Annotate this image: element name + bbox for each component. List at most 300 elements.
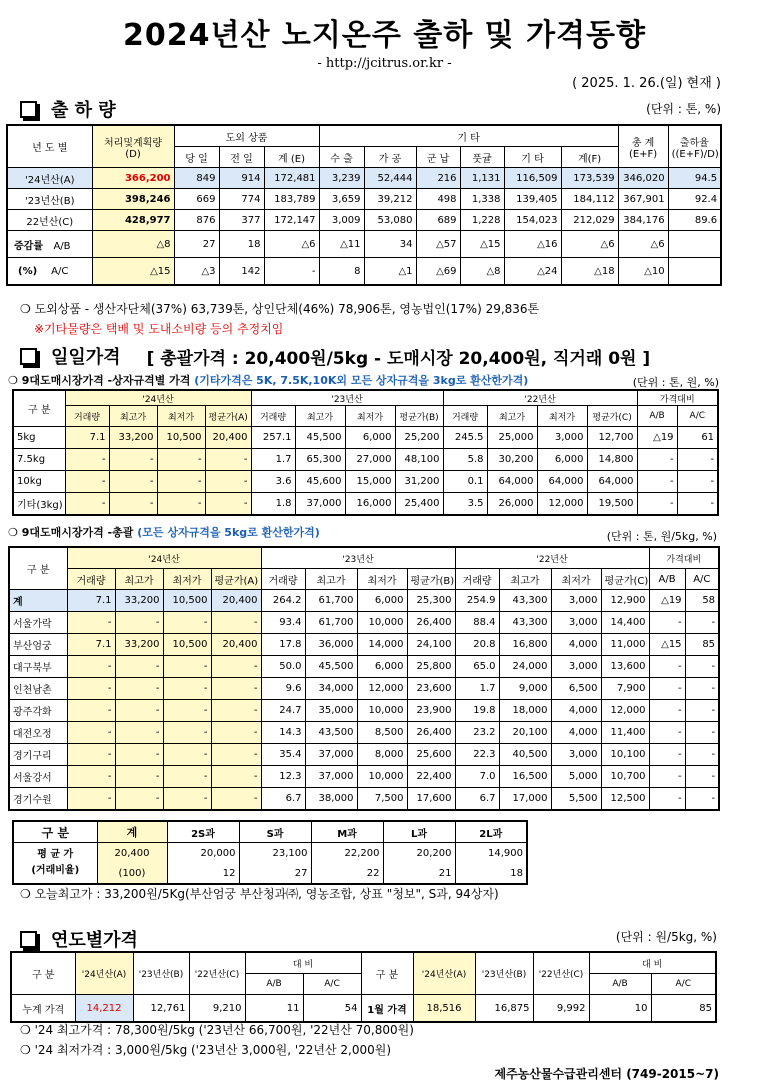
cell: - [109, 471, 157, 493]
cell: 22,200 [311, 843, 383, 864]
cell: 10,500 [163, 634, 211, 656]
table-row [7, 210, 721, 231]
cell: - [685, 722, 719, 744]
col-year: 년 도 별 [7, 125, 92, 168]
cell: - [163, 656, 211, 678]
sub-header: 최저가 [345, 406, 395, 427]
table-row [7, 258, 721, 286]
cell: 25,400 [395, 493, 443, 516]
cell: 9,000 [499, 678, 551, 700]
cell: - [109, 449, 157, 471]
cell: 5,500 [551, 788, 601, 811]
cell: 24.7 [261, 700, 305, 722]
cell: 173,539 [561, 168, 618, 189]
cell: 93.4 [261, 612, 305, 634]
cell: 18 [219, 231, 264, 258]
cell: 876 [174, 210, 219, 231]
sub-header: A/B [245, 974, 303, 995]
cell: 27,000 [345, 449, 395, 471]
cell: 10,100 [601, 744, 649, 766]
cell: △15 [460, 231, 504, 258]
cell: △19 [649, 590, 685, 612]
cell: 14,900 [455, 843, 527, 864]
cell: 384,176 [618, 210, 668, 231]
cell: - [163, 744, 211, 766]
cell: △1 [364, 258, 416, 286]
cell: 245.5 [443, 427, 487, 449]
cell: - [205, 449, 251, 471]
cell: - [685, 744, 719, 766]
cell: 53,080 [364, 210, 416, 231]
sub-header: 당 일 [174, 147, 219, 168]
cell: 10,700 [601, 766, 649, 788]
cell: - [163, 700, 211, 722]
size-header: 계 [97, 821, 167, 843]
cell: 16,500 [499, 766, 551, 788]
sub-header: 최저가 [157, 406, 205, 427]
cell: 7.1 [65, 427, 109, 449]
daily-heading [20, 343, 650, 369]
sub-header: A/C [685, 569, 719, 590]
cell: 43,500 [305, 722, 357, 744]
cell: 6,000 [357, 656, 407, 678]
cell: - [67, 678, 115, 700]
cell: △10 [618, 258, 668, 286]
cell: - [205, 471, 251, 493]
cell: △11 [319, 231, 364, 258]
size-table [12, 820, 528, 885]
cell: 216 [416, 168, 460, 189]
cell: - [637, 493, 677, 516]
cell: 4,000 [551, 634, 601, 656]
cell: - [649, 612, 685, 634]
cell: 26,000 [487, 493, 537, 516]
cell: 7,500 [357, 788, 407, 811]
cell: - [163, 722, 211, 744]
cell: 3,000 [551, 744, 601, 766]
cell: 11,400 [601, 722, 649, 744]
cell: △57 [416, 231, 460, 258]
cell: - [67, 612, 115, 634]
row-label: 대구북부 [9, 656, 67, 678]
checkbox-icon [20, 348, 37, 365]
cell: 24,000 [499, 656, 551, 678]
cell: 37,000 [295, 493, 345, 516]
row-label: 광주각화 [9, 700, 67, 722]
year-header: '23년산 [261, 547, 455, 569]
sub-header: A/C [651, 974, 716, 995]
cell: - [67, 788, 115, 811]
cell: - [115, 678, 163, 700]
cell: 6.7 [261, 788, 305, 811]
cell: - [65, 449, 109, 471]
cell: 61,700 [305, 612, 357, 634]
cell: - [211, 678, 261, 700]
sub-header: 풋귤 [460, 147, 504, 168]
sub-header: 거래량 [65, 406, 109, 427]
table-row [13, 427, 718, 449]
cell: - [649, 656, 685, 678]
cell: 1,338 [460, 189, 504, 210]
cell: 6,000 [345, 427, 395, 449]
cell: 10,000 [357, 612, 407, 634]
cell: 4,000 [551, 700, 601, 722]
cell: 1,228 [460, 210, 504, 231]
compare-header: 대 비 [245, 952, 361, 974]
cell: 35,000 [305, 700, 357, 722]
cell: - [677, 449, 718, 471]
table-row [9, 612, 719, 634]
cell: 45,500 [305, 656, 357, 678]
cell: 26,400 [407, 722, 455, 744]
cell: 9,992 [533, 995, 589, 1023]
col-plan: 처리및계획량 (D) [92, 125, 174, 168]
cell: - [677, 471, 718, 493]
cell: 33,200 [115, 590, 163, 612]
cell: - [115, 656, 163, 678]
cell: 52,444 [364, 168, 416, 189]
cell: 10 [589, 995, 651, 1023]
cell: △6 [264, 231, 319, 258]
cell: - [115, 744, 163, 766]
cell: 58 [685, 590, 719, 612]
col-gubun: 구 분 [9, 547, 67, 590]
cell: 27 [239, 863, 311, 884]
cell: 12,761 [133, 995, 189, 1023]
table-row [13, 449, 718, 471]
sub-header: A/B [589, 974, 651, 995]
size-header: 구 분 [13, 821, 97, 843]
row-label: 인천남촌 [9, 678, 67, 700]
cell: 774 [219, 189, 264, 210]
size-header: 2S과 [167, 821, 239, 843]
sub-header: 평균가(C) [587, 406, 637, 427]
cell: 23,100 [239, 843, 311, 864]
cell: 7,900 [601, 678, 649, 700]
cell: - [157, 471, 205, 493]
cell: 10,500 [157, 427, 205, 449]
cell: 36,000 [305, 634, 357, 656]
sub-header: 최저가 [163, 569, 211, 590]
year-col: '22년산(C) [189, 952, 245, 995]
cell: - [205, 493, 251, 516]
cell: 33,200 [115, 634, 163, 656]
cell: - [685, 766, 719, 788]
cell: 40,500 [499, 744, 551, 766]
cell: 92.4 [668, 189, 721, 210]
spec-unit: (단위 : 톤, 원, %) [632, 376, 719, 389]
cell: 30,200 [487, 449, 537, 471]
cell: - [115, 700, 163, 722]
cell: - [163, 766, 211, 788]
year-col: '23년산(B) [133, 952, 189, 995]
cell: 38,000 [305, 788, 357, 811]
cell: 6,000 [537, 449, 587, 471]
cell: 27 [174, 231, 219, 258]
cell: 10,000 [357, 700, 407, 722]
table-row [13, 471, 718, 493]
cell: - [211, 722, 261, 744]
cell: 17,000 [499, 788, 551, 811]
cell: 19,500 [587, 493, 637, 516]
cell: 257.1 [251, 427, 295, 449]
cell: 20,200 [383, 843, 455, 864]
sub-header: 최고가 [305, 569, 357, 590]
sub-header: 최저가 [357, 569, 407, 590]
sub-header: 평균가(A) [205, 406, 251, 427]
sub-header: 최고가 [115, 569, 163, 590]
yearly-heading-text: 연도별가격 [51, 930, 138, 951]
cell: 20,400 [97, 843, 167, 864]
size-header: L과 [383, 821, 455, 843]
cell: - [649, 766, 685, 788]
row-label: 경기구리 [9, 744, 67, 766]
cell: - [685, 612, 719, 634]
cell: 8 [319, 258, 364, 286]
cell: 914 [219, 168, 264, 189]
cell: 19.8 [455, 700, 499, 722]
shipment-heading-text: 출 하 량 [51, 100, 116, 121]
cell: 88.4 [455, 612, 499, 634]
cell: 34 [364, 231, 416, 258]
cell: 1.7 [455, 678, 499, 700]
cell: - [649, 678, 685, 700]
daily-summary: [ 총괄가격 : 20,400원/5kg - 도매시장 20,400원, 직거래 0원 ] [146, 348, 651, 369]
compare-header: 가격대비 [649, 547, 719, 569]
top-price-note: ❍ 오늘최고가 : 33,200원/5Kg(부산엄궁 부산청과㈜, 영농조합, 상표 "청보", S과, 94상자) [20, 887, 499, 901]
cell: △15 [92, 258, 174, 286]
cell: 45,600 [295, 471, 345, 493]
cell [668, 258, 721, 286]
year-col: '22년산(C) [533, 952, 589, 995]
row-label: '24년산(A) [7, 168, 92, 189]
cell: 17,600 [407, 788, 455, 811]
table-row [9, 590, 719, 612]
cell: - [211, 700, 261, 722]
year-header: '23년산 [251, 390, 443, 406]
footer-org: 제주농산물수급관리센터 (749-2015~7) [494, 1067, 719, 1081]
cell: 43,300 [499, 590, 551, 612]
sub-header: 평균가(B) [407, 569, 455, 590]
row-label: 22년산(C) [7, 210, 92, 231]
cell: 12,000 [537, 493, 587, 516]
row-label: 서울가락 [9, 612, 67, 634]
other-note: ※기타물량은 택배 및 도내소비량 등의 추정치임 [34, 322, 284, 336]
shipment-heading [20, 96, 116, 122]
col-outside: 도외 상품 [174, 125, 319, 147]
cell: 7.1 [67, 634, 115, 656]
compare-header: 가격대비 [637, 390, 718, 406]
cell: - [109, 493, 157, 516]
sub-header: 거래량 [455, 569, 499, 590]
change-label: 증감률 A/B [7, 231, 92, 258]
col-total: 총 계 (E+F) [618, 125, 668, 168]
cell: - [685, 788, 719, 811]
report-date: ( 2025. 1. 26.(일) 현재 ) [572, 76, 721, 91]
cell: - [163, 612, 211, 634]
cell: △19 [637, 427, 677, 449]
cell: 172,147 [264, 210, 319, 231]
daily-heading-text: 일일가격 [51, 347, 121, 368]
sub-header: 계 (E) [264, 147, 319, 168]
col-gubun: 구 분 [361, 952, 413, 995]
cell: △6 [561, 231, 618, 258]
cell: 139,405 [504, 189, 561, 210]
cell: 25,300 [407, 590, 455, 612]
cell: 183,789 [264, 189, 319, 210]
cell: - [115, 788, 163, 811]
spec-table [12, 389, 719, 516]
sub-header: 거래량 [443, 406, 487, 427]
cell: 64,000 [537, 471, 587, 493]
yearly-table [10, 951, 717, 1023]
outside-note: ❍ 도외상품 - 생산자단체(37%) 63,739톤, 상인단체(46%) 78,906톤, 영농법인(17%) 29,836톤 [20, 302, 540, 316]
cell: - [649, 722, 685, 744]
cell: 34,000 [305, 678, 357, 700]
sub-header: 거래량 [261, 569, 305, 590]
cell: 39,212 [364, 189, 416, 210]
cell: - [157, 493, 205, 516]
size-row-label: 평 균 가 (거래비율) [13, 843, 97, 885]
spec-title: ❍ 9대도매시장가격 -상자규격별 가격 (기타가격은 5K, 7.5K,10K외 모든 상자규격을 3kg로 환산한가격) [8, 374, 529, 387]
cell: 1,131 [460, 168, 504, 189]
cell: - [163, 678, 211, 700]
cell: - [649, 744, 685, 766]
cell: 849 [174, 168, 219, 189]
cell: 12,000 [357, 678, 407, 700]
cell: 6.7 [455, 788, 499, 811]
cell: 8,500 [357, 722, 407, 744]
cell: △6 [618, 231, 668, 258]
cell: 3,239 [319, 168, 364, 189]
col-rate: 출하율 ((E+F)/D) [668, 125, 721, 168]
cell: 89.6 [668, 210, 721, 231]
compare-header: 대 비 [589, 952, 716, 974]
cell: 33,200 [109, 427, 157, 449]
min-price-note: ❍ '24 최저가격 : 3,000원/5kg ('23년산 3,000원, '22년산 2,000원) [20, 1043, 392, 1057]
cell: 94.5 [668, 168, 721, 189]
cell: 10,000 [357, 766, 407, 788]
sub-header: 평균가(B) [395, 406, 443, 427]
year-header: '24년산 [65, 390, 251, 406]
table-row [13, 493, 718, 516]
change-unit: (%) A/C [7, 258, 92, 286]
cell: - [67, 700, 115, 722]
sub-header: A/C [677, 406, 718, 427]
cell: 48,100 [395, 449, 443, 471]
table-row [9, 788, 719, 811]
cell: - [211, 744, 261, 766]
cell: 23.2 [455, 722, 499, 744]
year-header: '22년산 [455, 547, 649, 569]
sub-header: 전 일 [219, 147, 264, 168]
cell: 3,009 [319, 210, 364, 231]
cell: - [157, 449, 205, 471]
cell: 45,500 [295, 427, 345, 449]
cell: 20,400 [211, 634, 261, 656]
cell: - [677, 493, 718, 516]
cell: 3,000 [551, 590, 601, 612]
cell: 367,901 [618, 189, 668, 210]
row-label: 7.5kg [13, 449, 65, 471]
col-other: 기 타 [319, 125, 618, 147]
cell: 23,600 [407, 678, 455, 700]
cell: - [67, 766, 115, 788]
market-title: ❍ 9대도매시장가격 -총괄 (모든 상자규격을 5kg로 환산한가격) [8, 526, 320, 539]
table-row [9, 766, 719, 788]
cell: 116,509 [504, 168, 561, 189]
cell: 31,200 [395, 471, 443, 493]
sub-header: A/C [303, 974, 361, 995]
cell: 65.0 [455, 656, 499, 678]
row-label: 계 [9, 590, 67, 612]
sub-header: 최고가 [109, 406, 157, 427]
sub-header: A/B [637, 406, 677, 427]
cell: 3,000 [551, 656, 601, 678]
cell: 3,659 [319, 189, 364, 210]
sub-header: 최고가 [295, 406, 345, 427]
sub-header: 최저가 [551, 569, 601, 590]
cell: 64,000 [487, 471, 537, 493]
cell: 85 [685, 634, 719, 656]
cell: 14,400 [601, 612, 649, 634]
col-gubun: 구 분 [11, 952, 75, 995]
sub-header: 평균가(C) [601, 569, 649, 590]
table-row [9, 700, 719, 722]
cell: - [649, 788, 685, 811]
cell: 26,400 [407, 612, 455, 634]
sub-header: 기 타 [504, 147, 561, 168]
cell: 16,800 [499, 634, 551, 656]
cell: - [163, 788, 211, 811]
cell: 43,300 [499, 612, 551, 634]
cell: 15,000 [345, 471, 395, 493]
sub-header: 최저가 [537, 406, 587, 427]
cell [668, 231, 721, 258]
cell: - [211, 788, 261, 811]
yearly-heading [20, 926, 138, 952]
cell: 8,000 [357, 744, 407, 766]
year-col: '24년산(A) [413, 952, 475, 995]
cell: 22,400 [407, 766, 455, 788]
cell: 12,500 [601, 788, 649, 811]
cell: 64,000 [587, 471, 637, 493]
row-label: 기타(3kg) [13, 493, 65, 516]
cell: 10,500 [163, 590, 211, 612]
table-row [9, 634, 719, 656]
cell: 7.0 [455, 766, 499, 788]
row-label: 대전오정 [9, 722, 67, 744]
row-label: 5kg [13, 427, 65, 449]
sub-header: 최고가 [487, 406, 537, 427]
site-url[interactable]: - http://jcitrus.or.kr - [317, 56, 452, 71]
cell: 0.1 [443, 471, 487, 493]
cell: 12 [167, 863, 239, 884]
cell: 9,210 [189, 995, 245, 1023]
cell: △3 [174, 258, 219, 286]
cell: 22.3 [455, 744, 499, 766]
sub-header: 거래량 [251, 406, 295, 427]
cell: - [211, 612, 261, 634]
cell: - [685, 678, 719, 700]
cell: 35.4 [261, 744, 305, 766]
cell: 61 [677, 427, 718, 449]
row-label: 10kg [13, 471, 65, 493]
cell: 184,112 [561, 189, 618, 210]
cell: - [211, 766, 261, 788]
cell: 1.7 [251, 449, 295, 471]
table-row [7, 231, 721, 258]
